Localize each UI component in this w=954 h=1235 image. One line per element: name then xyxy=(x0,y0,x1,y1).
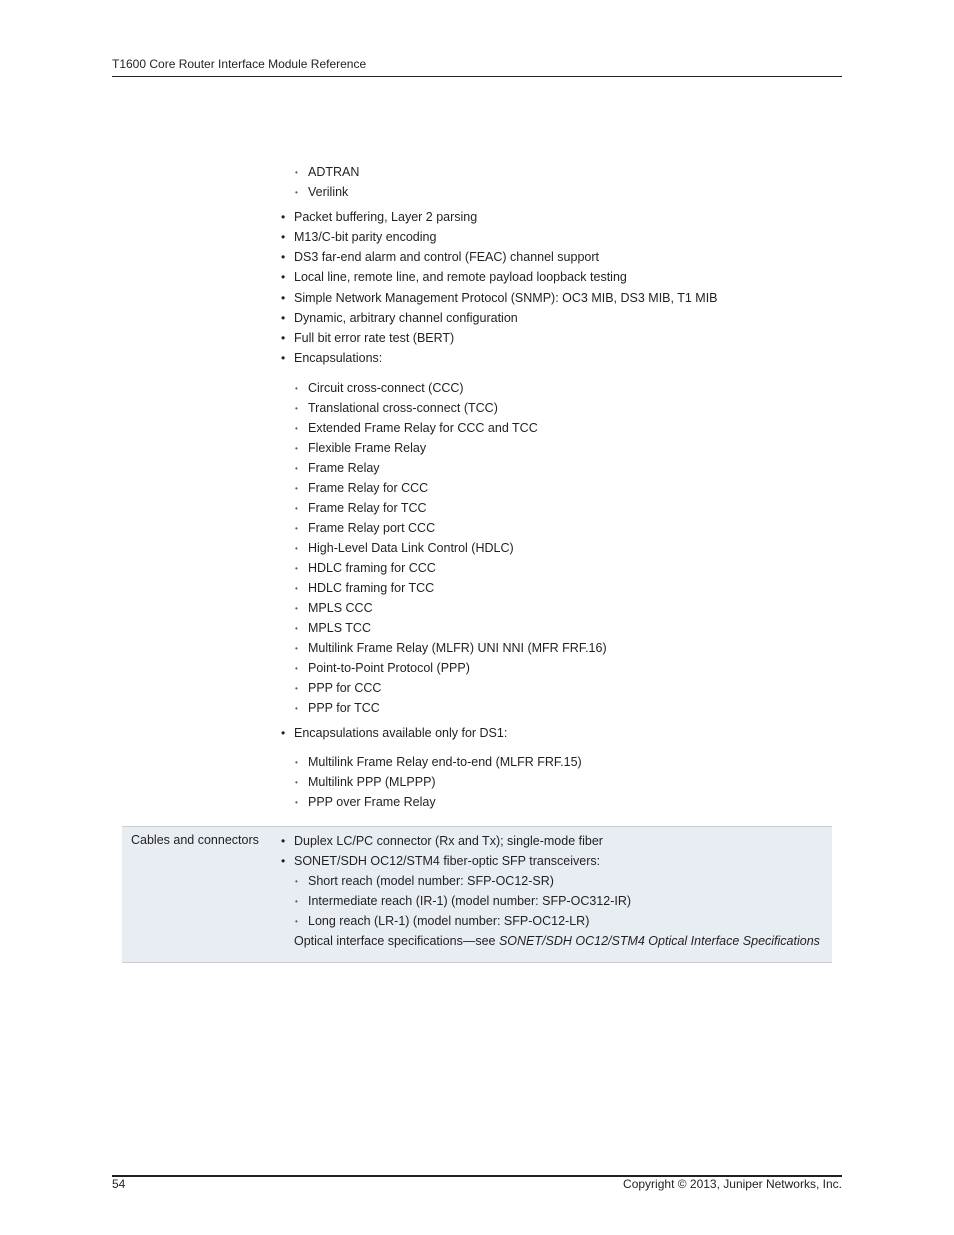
list-item: • HDLC framing for CCC xyxy=(308,560,436,576)
list-item: • Duplex LC/PC connector (Rx and Tx); single-mode fiber xyxy=(294,833,603,849)
list-item: • Extended Frame Relay for CCC and TCC xyxy=(308,420,538,436)
row-label-cables: Cables and connectors xyxy=(131,833,259,847)
list-item: • Point-to-Point Protocol (PPP) xyxy=(308,660,470,676)
optical-spec-prefix: Optical interface specifications—see xyxy=(294,934,499,948)
list-item: • Frame Relay xyxy=(308,460,380,476)
list-item: • PPP over Frame Relay xyxy=(308,794,436,810)
copyright-notice: Copyright © 2013, Juniper Networks, Inc. xyxy=(623,1177,842,1191)
list-item: • Simple Network Management Protocol (SNMP): OC3 MIB, DS3 MIB, T1 MIB xyxy=(294,290,718,306)
header-divider xyxy=(112,76,842,77)
list-item: • Local line, remote line, and remote payload loopback testing xyxy=(294,269,627,285)
optical-spec-link[interactable]: SONET/SDH OC12/STM4 Optical Interface Specifications xyxy=(498,934,820,948)
list-item: • HDLC framing for TCC xyxy=(308,580,434,596)
list-item: • PPP for CCC xyxy=(308,680,381,696)
list-item: • Verilink xyxy=(308,184,348,200)
list-item: • ADTRAN xyxy=(308,164,359,180)
list-item: • Circuit cross-connect (CCC) xyxy=(308,380,464,396)
list-item: • Frame Relay port CCC xyxy=(308,520,435,536)
list-item: • Packet buffering, Layer 2 parsing xyxy=(294,209,477,225)
list-item: • M13/C-bit parity encoding xyxy=(294,229,436,245)
list-item: • Intermediate reach (IR-1) (model number: SFP-OC312-IR) xyxy=(308,893,631,909)
list-item: • SONET/SDH OC12/STM4 fiber-optic SFP transceivers: xyxy=(294,853,600,869)
list-item: • Translational cross-connect (TCC) xyxy=(308,400,498,416)
list-item: • Encapsulations: xyxy=(294,350,382,366)
list-item: • Multilink Frame Relay (MLFR) UNI NNI (MFR FRF.16) xyxy=(308,640,607,656)
list-item: • Encapsulations available only for DS1: xyxy=(294,725,507,741)
list-item: • PPP for TCC xyxy=(308,700,380,716)
list-item: • Frame Relay for TCC xyxy=(308,500,427,516)
list-item: • Multilink Frame Relay end-to-end (MLFR FRF.15) xyxy=(308,754,582,770)
running-header: T1600 Core Router Interface Module Reference xyxy=(112,57,367,71)
list-item: • Long reach (LR-1) (model number: SFP-OC12-LR) xyxy=(308,913,589,929)
list-item: • MPLS CCC xyxy=(308,600,373,616)
optical-spec-note xyxy=(294,933,820,949)
list-item: • Flexible Frame Relay xyxy=(308,440,426,456)
list-item: • Multilink PPP (MLPPP) xyxy=(308,774,436,790)
list-item: • MPLS TCC xyxy=(308,620,371,636)
list-item: • Short reach (model number: SFP-OC12-SR) xyxy=(308,873,554,889)
list-item: • Full bit error rate test (BERT) xyxy=(294,330,454,346)
page-number: 54 xyxy=(112,1177,126,1191)
list-item: • High-Level Data Link Control (HDLC) xyxy=(308,540,514,556)
list-item: • Frame Relay for CCC xyxy=(308,480,428,496)
list-item: • Dynamic, arbitrary channel configuration xyxy=(294,310,518,326)
list-item: • DS3 far-end alarm and control (FEAC) channel support xyxy=(294,249,599,265)
